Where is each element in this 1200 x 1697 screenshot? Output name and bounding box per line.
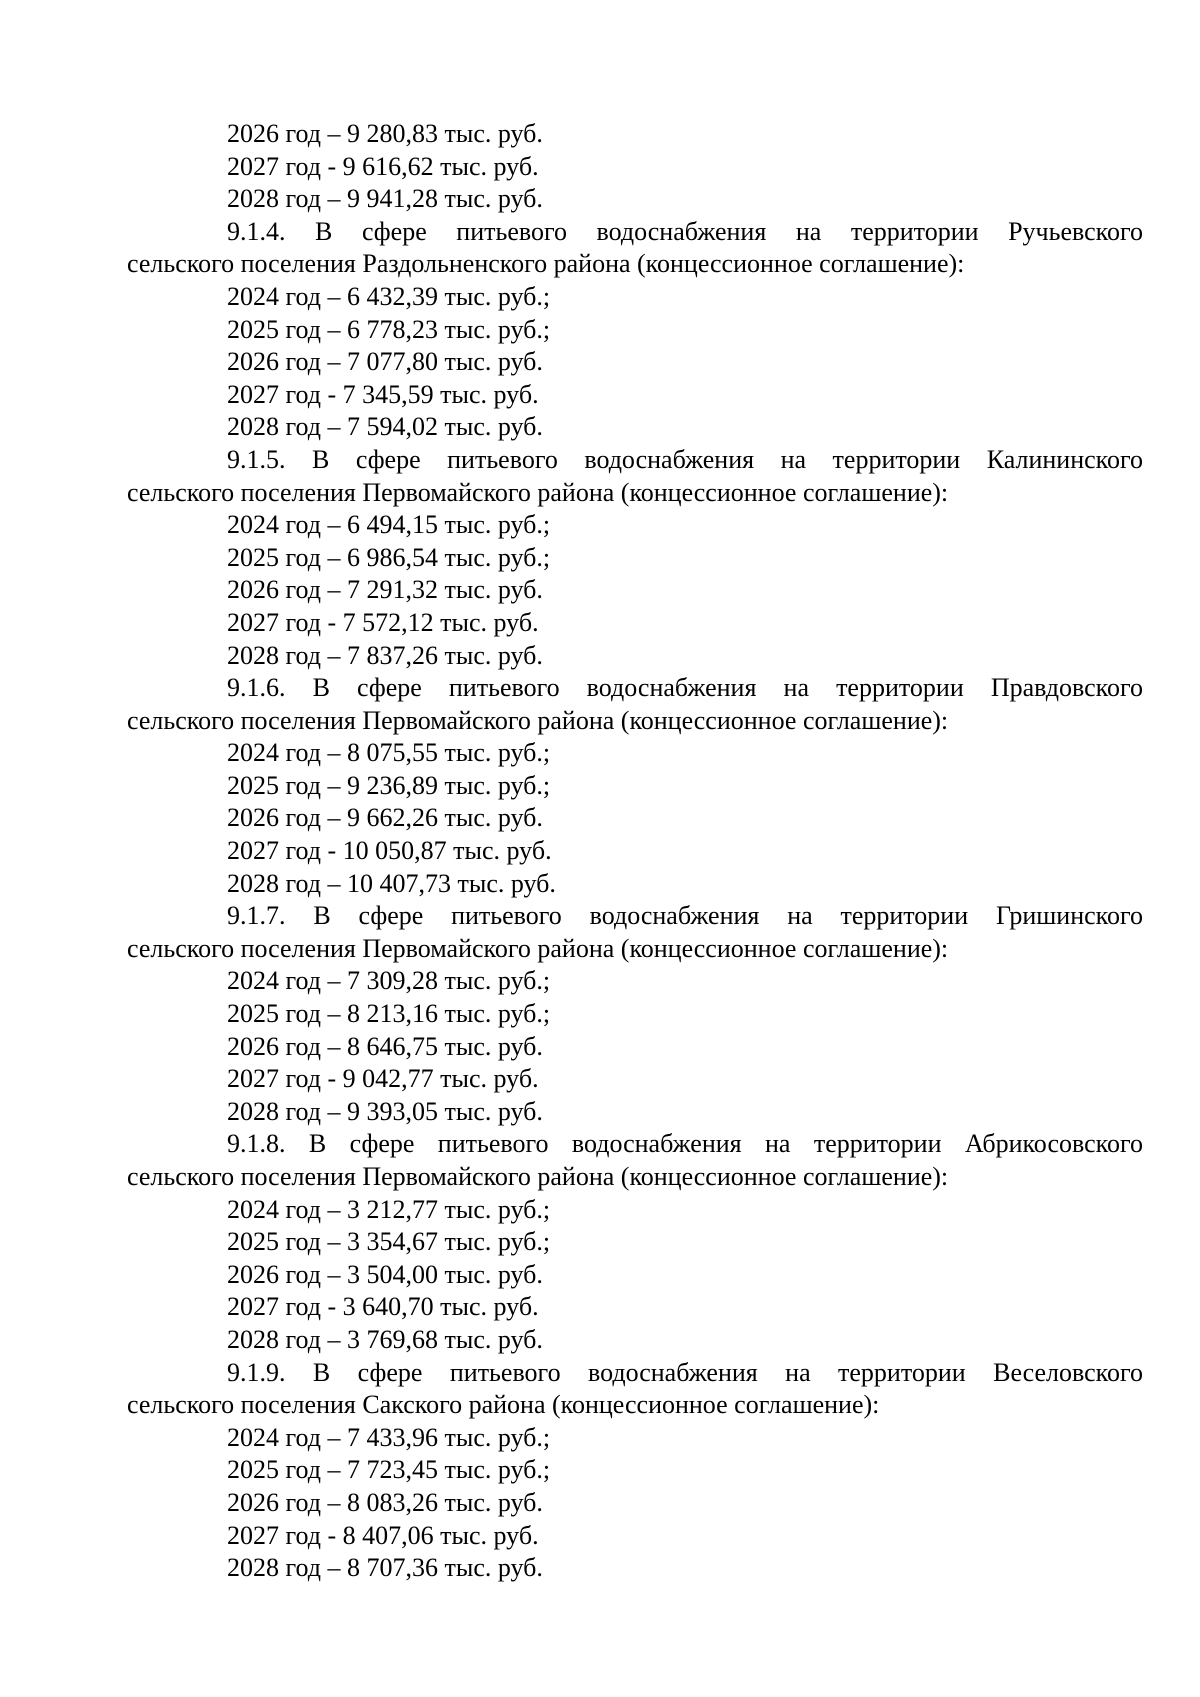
- year-line: 2024 год – 6 494,15 тыс. руб.;: [227, 510, 551, 540]
- year-line: 2025 год – 6 778,23 тыс. руб.;: [227, 314, 551, 344]
- year-line: 2026 год – 9 280,83 тыс. руб.: [227, 119, 543, 148]
- section-heading-line: 9.1.6. В сфере питьевого водоснабжения на территории Правдовского: [227, 673, 1143, 703]
- section-9-1-7: [127, 900, 1143, 1128]
- section-heading-line: 9.1.8. В сфере питьевого водоснабжения на территории Абрикосовского: [227, 1129, 1143, 1159]
- section-heading-continuation: сельского поселения Первомайского района (концессионное соглашение):: [127, 933, 949, 963]
- section-heading-line: 9.1.4. В сфере питьевого водоснабжения на территории Ручьевского: [227, 216, 1143, 246]
- section-heading-continuation: сельского поселения Первомайского района (концессионное соглашение):: [127, 705, 949, 735]
- year-line: 2028 год – 9 393,05 тыс. руб.: [227, 1096, 543, 1126]
- year-line: 2028 год – 8 707,36 тыс. руб.: [227, 1553, 543, 1583]
- year-line: 2028 год – 10 407,73 тыс. руб.: [227, 868, 556, 898]
- section-heading-line: 9.1.7. В сфере питьевого водоснабжения на территории Гришинского: [227, 901, 1143, 931]
- year-line: 2025 год – 9 236,89 тыс. руб.;: [227, 770, 551, 800]
- section-heading-line: 9.1.5. В сфере питьевого водоснабжения на территории Калининского: [227, 444, 1143, 474]
- year-line: 2028 год – 3 769,68 тыс. руб.: [227, 1324, 543, 1354]
- year-line: 2027 год - 9 042,77 тыс. руб.: [227, 1064, 539, 1094]
- year-line: 2028 год – 9 941,28 тыс. руб.: [227, 184, 543, 214]
- section-heading-continuation: сельского поселения Первомайского района (концессионное соглашение):: [127, 1162, 949, 1191]
- section-9-1-4: [127, 216, 1143, 444]
- year-line: 2027 год - 9 616,62 тыс. руб.: [227, 151, 539, 181]
- section-9-1-6: [127, 672, 1143, 900]
- year-line: 2025 год – 7 723,45 тыс. руб.;: [227, 1455, 551, 1485]
- year-line: 2027 год - 8 407,06 тыс. руб.: [227, 1520, 539, 1550]
- year-line: 2025 год – 8 213,16 тыс. руб.;: [227, 999, 551, 1029]
- year-line: 2026 год – 8 646,75 тыс. руб.: [227, 1031, 543, 1061]
- year-line: 2025 год – 3 354,67 тыс. руб.;: [227, 1227, 551, 1257]
- section-9-1-5: [127, 444, 1143, 672]
- year-line: 2024 год – 3 212,77 тыс. руб.;: [227, 1194, 551, 1224]
- section-9-1-8: [127, 1128, 1143, 1356]
- year-line: 2027 год - 10 050,87 тыс. руб.: [227, 836, 552, 866]
- section-9-1-9: [127, 1357, 1143, 1585]
- year-line: 2024 год – 7 433,96 тыс. руб.;: [227, 1422, 551, 1452]
- year-line: 2027 год - 7 345,59 тыс. руб.: [227, 379, 539, 409]
- document-body: [127, 118, 1143, 1585]
- year-line: 2026 год – 8 083,26 тыс. руб.: [227, 1487, 543, 1517]
- year-line: 2024 год – 7 309,28 тыс. руб.;: [227, 966, 551, 996]
- section-heading-continuation: сельского поселения Сакского района (концессионное соглашение):: [127, 1390, 880, 1420]
- opening-year-list: [127, 118, 1143, 216]
- year-line: 2026 год – 7 077,80 тыс. руб.: [227, 347, 543, 377]
- section-heading-line: 9.1.9. В сфере питьевого водоснабжения на территории Веселовского: [227, 1357, 1143, 1387]
- year-line: 2026 год – 3 504,00 тыс. руб.: [227, 1259, 543, 1289]
- section-heading-continuation: сельского поселения Первомайского района (концессионное соглашение):: [127, 477, 949, 507]
- year-line: 2026 год – 7 291,32 тыс. руб.: [227, 575, 543, 605]
- year-line: 2028 год – 7 594,02 тыс. руб.: [227, 412, 543, 442]
- year-line: 2024 год – 8 075,55 тыс. руб.;: [227, 738, 551, 768]
- year-line: 2027 год - 7 572,12 тыс. руб.: [227, 607, 539, 637]
- year-line: 2027 год - 3 640,70 тыс. руб.: [227, 1292, 539, 1322]
- year-line: 2024 год – 6 432,39 тыс. руб.;: [227, 281, 551, 311]
- year-line: 2026 год – 9 662,26 тыс. руб.: [227, 803, 543, 833]
- section-heading-continuation: сельского поселения Раздольненского района (концессионное соглашение):: [127, 249, 965, 279]
- year-line: 2028 год – 7 837,26 тыс. руб.: [227, 640, 543, 670]
- year-line: 2025 год – 6 986,54 тыс. руб.;: [227, 542, 551, 572]
